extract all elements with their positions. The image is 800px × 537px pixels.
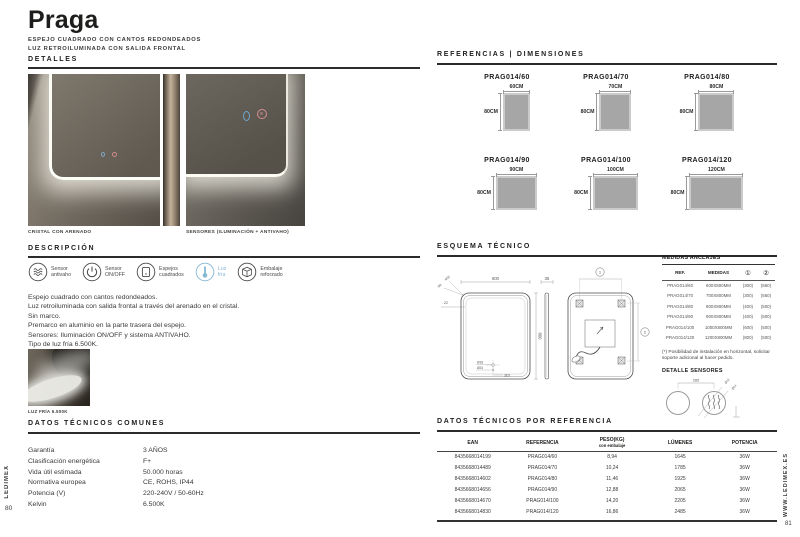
mirror-shape	[689, 176, 743, 210]
divider	[437, 430, 777, 432]
spec-label: Kelvin	[28, 500, 47, 508]
tech-table-row	[437, 474, 777, 485]
cell-ean: 8435668014830	[454, 509, 491, 515]
cold-light-icon	[195, 262, 215, 282]
tech-table-row	[437, 452, 777, 463]
feature-label: Embalaje	[260, 265, 283, 272]
height-dim-line	[695, 93, 696, 131]
cell: (500)	[760, 314, 772, 320]
divider	[437, 63, 777, 65]
divider	[28, 256, 420, 258]
height-dim-line	[500, 93, 501, 131]
cell-ref: PRAG014/80	[527, 476, 558, 482]
cell: PRAG014/120	[665, 335, 695, 341]
cell: (500)	[760, 324, 772, 330]
reference-prag014-80	[652, 74, 762, 131]
col-peso	[576, 437, 647, 448]
cell: 600X800MM	[706, 282, 731, 288]
description-line: Sin marco.	[28, 312, 61, 320]
left-margin-brand: LEDIMEX	[4, 465, 10, 499]
cell-potencia: 36W	[739, 476, 750, 482]
photo-caption-1: CRISTAL CON ARENADO	[28, 230, 92, 235]
description-line: Sensores: Iluminación ON/OFF y sistema ANTIVAHO.	[28, 331, 191, 339]
feature-square-mirror	[136, 262, 184, 282]
description-line: Tipo de luz fría 6.500K.	[28, 341, 99, 349]
feature-label: Sensor	[105, 265, 122, 272]
col-referencia: REFERENCIA	[526, 439, 559, 446]
spec-row	[28, 457, 420, 468]
cell: PRAG014/60	[667, 282, 694, 288]
cell-peso: 16,86	[605, 509, 619, 515]
feature-cold-light	[195, 262, 227, 282]
reference-code: PRAG014/80	[684, 74, 730, 81]
reference-code: PRAG014/100	[581, 157, 631, 164]
detalle-sensores-title: DETALLE SENSORES	[662, 368, 723, 374]
feature-label: antivaho	[51, 272, 72, 278]
common-specs-list	[28, 446, 420, 511]
cell-ref: PRAG014/70	[527, 465, 558, 471]
reference-code: PRAG014/120	[682, 157, 732, 164]
product-subtitle-1: ESPEJO CUADRADO CON CANTOS REDONDEADOS	[28, 37, 202, 43]
section-referencias: REFERENCIAS | DIMENSIONES	[437, 51, 585, 58]
width-dim-line	[496, 174, 537, 175]
mirror-shape	[599, 93, 631, 131]
spec-value: 220-240V / 50-60Hz	[143, 490, 204, 498]
spec-label: Potencia (V)	[28, 490, 66, 498]
cell: (500)	[760, 303, 772, 309]
width-dim-line	[593, 174, 638, 175]
cell-ref: PRAG014/120	[526, 509, 559, 515]
antifog-sensor-mark	[112, 152, 117, 157]
feature-label: Espejos	[159, 265, 178, 272]
spec-row	[28, 446, 420, 457]
page-number-left: 80	[5, 505, 13, 512]
tech-table-row	[437, 496, 777, 507]
spec-value: F+	[143, 457, 152, 465]
height-dim-line	[493, 176, 494, 210]
feature-label: fría	[217, 272, 226, 278]
width-dim-line	[599, 91, 631, 92]
cell: (800)	[742, 335, 753, 341]
cell-lumenes: 1645	[674, 454, 686, 460]
mirror-corner	[49, 74, 160, 180]
photo-bg	[28, 349, 90, 406]
cell-ean: 8435668014656	[454, 487, 491, 493]
feature-antifog	[28, 262, 71, 282]
photo-cristal-arenado	[28, 74, 160, 226]
col-ean: EAN	[467, 439, 478, 446]
cell-lumenes: 1925	[674, 476, 686, 482]
spec-label: Normativa europea	[28, 479, 86, 487]
page-title: Praga	[28, 6, 99, 34]
cell-peso: 12,88	[605, 487, 619, 493]
technical-drawing	[437, 262, 655, 404]
cell-ean: 8435668014489	[454, 465, 491, 471]
cell-peso: 10,24	[605, 465, 619, 471]
width-dim-label: 80CM	[709, 84, 724, 90]
col-peso-main: PESO(KG)	[599, 437, 625, 443]
reference-prag014-90	[452, 157, 562, 210]
anchor-table-row	[662, 312, 775, 323]
callout-1: 1	[598, 269, 602, 275]
spec-label: Clasificación energética	[28, 457, 100, 465]
dim-radius-small: R9	[437, 282, 443, 289]
height-dim-label: 80CM	[670, 190, 685, 196]
width-dim-line	[503, 91, 530, 92]
sensor-detail-drawing	[660, 376, 775, 420]
description-line: Espejo cuadrado con cantos redondeados.	[28, 294, 158, 301]
antifog-sensor-mark: ≋	[257, 109, 267, 119]
col-peso-sub: con embalaje	[598, 443, 626, 448]
spec-value: 3 AÑOS	[143, 447, 168, 454]
cell-peso: 8,94	[607, 454, 617, 460]
width-dim-line	[698, 91, 734, 92]
col-potencia: POTENCIA	[731, 439, 758, 446]
tech-table-row	[437, 507, 777, 518]
right-margin-website: WWW.LEDIMEX.ES	[783, 453, 789, 518]
anchor-table-header	[662, 265, 775, 281]
led-glow	[28, 370, 84, 406]
spec-label: Vida útil estimada	[28, 468, 82, 476]
onoff-sensor-mark	[243, 111, 250, 121]
cell-ean: 8435668014602	[454, 476, 491, 482]
divider	[28, 432, 420, 434]
photo-caption-2: SENSORES (ILUMINACIÓN + ANTIVAHO)	[186, 230, 290, 235]
medidas-anclajes-table	[662, 255, 775, 344]
reference-prag014-100	[551, 157, 661, 210]
photo-wall	[28, 74, 160, 226]
photo-mirror-edge	[163, 74, 180, 226]
height-dim-label: 80CM	[484, 109, 498, 115]
height-dim-label: 80CM	[580, 109, 595, 115]
mirror-face	[186, 74, 288, 177]
anchor-table-row	[662, 323, 775, 334]
mirror-shape	[503, 93, 530, 131]
cell-ref: PRAG014/90	[527, 487, 558, 493]
anchor-table-row	[662, 302, 775, 313]
width-dim-label: 60CM	[509, 84, 524, 90]
height-dim-label: 80CM	[679, 109, 694, 115]
dim-sensor-d1: Ø18	[723, 377, 731, 385]
feature-label: Sensor	[51, 265, 68, 272]
description-line: Premarco en aluminio en la parte trasera del espejo.	[28, 322, 186, 330]
feature-label: cuadrados	[159, 272, 184, 278]
anchor-table-row	[662, 333, 775, 344]
height-dim-label: 80CM	[574, 190, 588, 196]
mirror-shape	[593, 176, 638, 210]
cell: (560)	[760, 282, 772, 288]
dim-sensor-distance: 265	[692, 378, 700, 383]
cell: 700X800MM	[706, 293, 731, 299]
cell-ref: PRAG014/100	[526, 498, 559, 504]
description-paragraph	[28, 293, 420, 349]
cell-peso: 11,46	[606, 476, 619, 482]
col-ref: REF.	[675, 270, 686, 275]
section-esquema: ESQUEMA TÉCNICO	[437, 243, 532, 250]
cell: (400)	[742, 303, 753, 309]
product-subtitle-2: LUZ RETROILUMINADA CON SALIDA FRONTAL	[28, 46, 186, 52]
cell: PRAG014/70	[667, 293, 694, 299]
spec-value: 50.000 horas	[143, 468, 183, 476]
cell-potencia: 36W	[739, 454, 750, 460]
photo-sensores	[186, 74, 305, 226]
reference-prag014-120	[652, 157, 762, 210]
col-medidas: MEDIDAS	[707, 270, 730, 275]
cell: 800X800MM	[706, 303, 731, 309]
width-dim-label: 100CM	[607, 167, 624, 173]
cell: PRAG014/100	[665, 324, 695, 330]
anchor-table-row	[662, 291, 775, 302]
dim-front-width: 600	[492, 276, 499, 281]
spec-row	[28, 500, 420, 511]
cell: 1000X800MM	[704, 324, 733, 330]
mirror-shape	[496, 176, 537, 210]
onoff-sensor-mark	[101, 152, 105, 157]
cell-ref: PRAG014/60	[527, 454, 558, 460]
spec-row	[28, 489, 420, 500]
col-lumenes: LÚMENES	[667, 439, 693, 446]
col-dim2-icon: ②	[763, 269, 769, 277]
feature-label: ON/OFF	[105, 272, 126, 278]
dim-sensor-d2: Ø24	[730, 383, 738, 391]
section-detalles: DETALLES	[28, 56, 79, 63]
page-number-right: 81	[785, 521, 792, 527]
antifog-sensor-icon	[28, 262, 48, 282]
cell-lumenes: 1785	[674, 465, 686, 471]
cell-lumenes: 2485	[674, 509, 686, 515]
section-descripcion: DESCRIPCIÓN	[28, 245, 96, 252]
feature-icon-row	[28, 262, 283, 282]
cell-potencia: 36W	[739, 487, 750, 493]
callout-2: 2	[643, 329, 647, 335]
cell-potencia: 36W	[739, 498, 750, 504]
height-dim-line	[596, 93, 597, 131]
cell-lumenes: 2065	[674, 487, 686, 493]
section-datos-comunes: DATOS TÉCNICOS COMUNES	[28, 420, 166, 427]
dim-hole-offset: 38.5	[504, 373, 511, 378]
cell-peso: 14,20	[605, 498, 619, 504]
dim-radius-big: R50	[443, 274, 451, 282]
spec-value: CE, ROHS, IP44	[143, 479, 194, 487]
anchor-table-title: MEDIDAS ANCLAJES	[662, 255, 775, 265]
height-dim-label: 80CM	[477, 190, 491, 196]
width-dim-label: 90CM	[509, 167, 524, 173]
reference-prag014-70	[551, 74, 661, 131]
cell: 900X800MM	[706, 314, 731, 320]
cell: PRAG014/90	[667, 314, 694, 320]
spec-value: 6.500K	[143, 500, 165, 508]
cell: (300)	[742, 282, 753, 288]
square-mirror-icon	[136, 262, 156, 282]
cell-potencia: 36W	[739, 509, 750, 515]
cell: 1200X800MM	[704, 335, 733, 341]
tech-table-header	[437, 434, 777, 452]
cell-potencia: 36W	[739, 465, 750, 471]
reinforced-packaging-icon	[237, 262, 257, 282]
reference-prag014-60	[452, 74, 562, 131]
width-dim-label: 120CM	[708, 167, 725, 173]
photo-caption-light: LUZ FRÍA 6.500K	[28, 409, 68, 414]
dim-hole-d1: Ø18	[477, 360, 484, 365]
cell: PRAG014/80	[667, 303, 694, 309]
reference-code: PRAG014/70	[583, 74, 629, 81]
anchor-points	[576, 300, 625, 364]
width-dim-label: 70CM	[608, 84, 623, 90]
dim-front-height: 800	[537, 332, 543, 340]
photo-luz-fria	[28, 349, 90, 406]
description-line: Luz retroiluminada con salida frontal a través del arenado en el cristal.	[28, 303, 240, 311]
cell: (300)	[742, 293, 753, 299]
feature-label: reforzado	[260, 272, 283, 278]
reference-code: PRAG014/60	[484, 74, 530, 81]
tech-table-row	[437, 485, 777, 496]
mirror-shape	[698, 93, 734, 131]
tech-table-row	[437, 463, 777, 474]
height-dim-line	[686, 176, 687, 210]
feature-packaging	[237, 262, 282, 282]
anchor-table-footnote: (*) Posibilidad de instalación en horizontal, solicitar soporte adicional al hacer pedido.	[662, 350, 770, 361]
cell-ean: 8435668014199	[454, 454, 491, 460]
dim-edge-offset: 22	[444, 301, 448, 305]
spec-row	[28, 478, 420, 489]
divider	[28, 67, 420, 69]
section-datos-referencia: DATOS TÉCNICOS POR REFERENCIA	[437, 418, 613, 425]
photo-wall	[186, 74, 305, 226]
reference-code: PRAG014/90	[484, 157, 530, 164]
spec-label: Garantía	[28, 447, 55, 454]
cell: (500)	[760, 335, 772, 341]
shadow-blob	[52, 349, 90, 378]
datos-tecnicos-table	[437, 434, 777, 522]
width-dim-line	[689, 174, 743, 175]
spec-row	[28, 468, 420, 479]
anchor-table-row	[662, 281, 775, 292]
cell: (560)	[760, 293, 772, 299]
height-dim-line	[590, 176, 591, 210]
cell-ean: 8435668014670	[454, 498, 491, 504]
col-dim1-icon: ①	[745, 269, 751, 277]
feature-power	[82, 262, 125, 282]
cell: (600)	[742, 324, 753, 330]
dim-side-depth: 35	[544, 276, 550, 281]
feature-label: Luz	[217, 265, 227, 272]
power-sensor-icon	[82, 262, 102, 282]
dim-hole-d2: Ø24	[477, 366, 484, 370]
cell-lumenes: 2205	[674, 498, 686, 504]
edge-gradient	[163, 74, 180, 226]
cell: (400)	[742, 314, 753, 320]
